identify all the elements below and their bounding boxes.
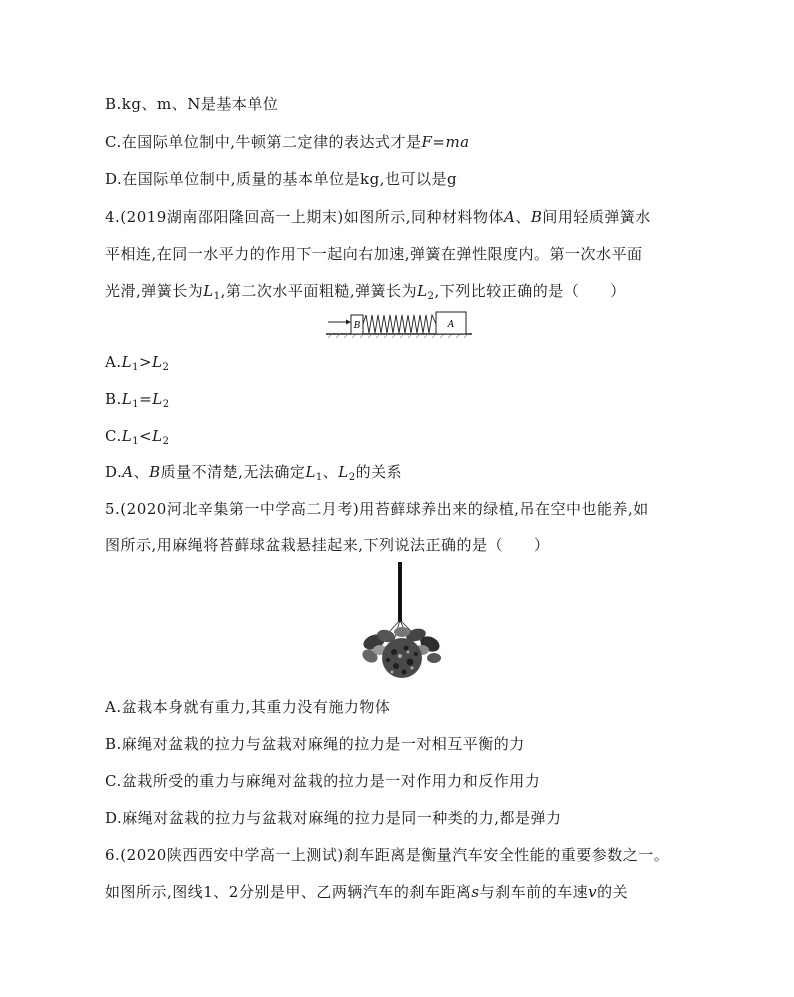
q5-option-a: A.盆栽本身就有重力,其重力没有施力物体 [105,698,391,716]
q5-option-c: C.盆栽所受的重力与麻绳对盆栽的拉力是一对作用力和反作用力 [105,772,541,790]
q4-option-c: $C.L_1<L_2$ [105,427,170,447]
block-a-label: A [447,320,455,330]
spring-blocks-figure [326,309,472,339]
q3-option-c [105,132,470,152]
q3-option-c-text: C.在国际单位制中,牛顿第二定律的表达式才是 [105,133,422,151]
q6-stem-line2: 如图所示,图线1、2分别是甲、乙两辆汽车的刹车距离s与刹车前的车速v的关 [105,883,629,901]
spring [363,315,436,333]
q3-option-d: D.在国际单位制中,质量的基本单位是kg,也可以是g [105,170,458,188]
q4-stem-line2: 平相连,在同一水平力的作用下一起向右加速,弹簧在弹性限度内。第一次水平面 [105,245,643,263]
q5-option-d: D.麻绳对盆栽的拉力与盆栽对麻绳的拉力是同一种类的力,都是弹力 [105,809,562,827]
hanging-rope [398,562,402,622]
q4-stem-line1: 4.(2019湖南邵阳隆回高一上期末)如图所示,同种材料物体A、B间用轻质弹簧水 [105,208,651,226]
block-b-label: B [353,321,361,331]
q4-option-a: $A.L_1>L_2$ [105,353,170,373]
q3-option-b: B.kg、m、N是基本单位 [105,95,279,113]
hanging-plant-figure [358,562,444,682]
q4-option-b: $B.L_1=L_2$ [105,390,170,410]
q5-option-b: B.麻绳对盆栽的拉力与盆栽对麻绳的拉力是一对相互平衡的力 [105,735,525,753]
q5-stem-line2: 图所示,用麻绳将苔藓球盆栽悬挂起来,下列说法正确的是（ ） [105,536,550,554]
q4-option-d: D.A、B质量不清楚,无法确定$L_1$、$L_2$的关系 [105,463,403,483]
q5-stem-line1: 5.(2020河北辛集第一中学高二月考)用苔藓球养出来的绿植,吊在空中也能养,如 [105,500,649,518]
force-arrowhead [346,320,351,325]
q4-stem-line3: 光滑,弹簧长为$L_1$,第二次水平面粗糙,弹簧长为$L_2$,下列比较正确的是（ ） [105,282,626,302]
q6-stem-line1: 6.(2020陕西西安中学高一上测试)刹车距离是衡量汽车安全性能的重要参数之一。 [105,846,670,864]
q3-formula: F=ma [421,133,470,151]
